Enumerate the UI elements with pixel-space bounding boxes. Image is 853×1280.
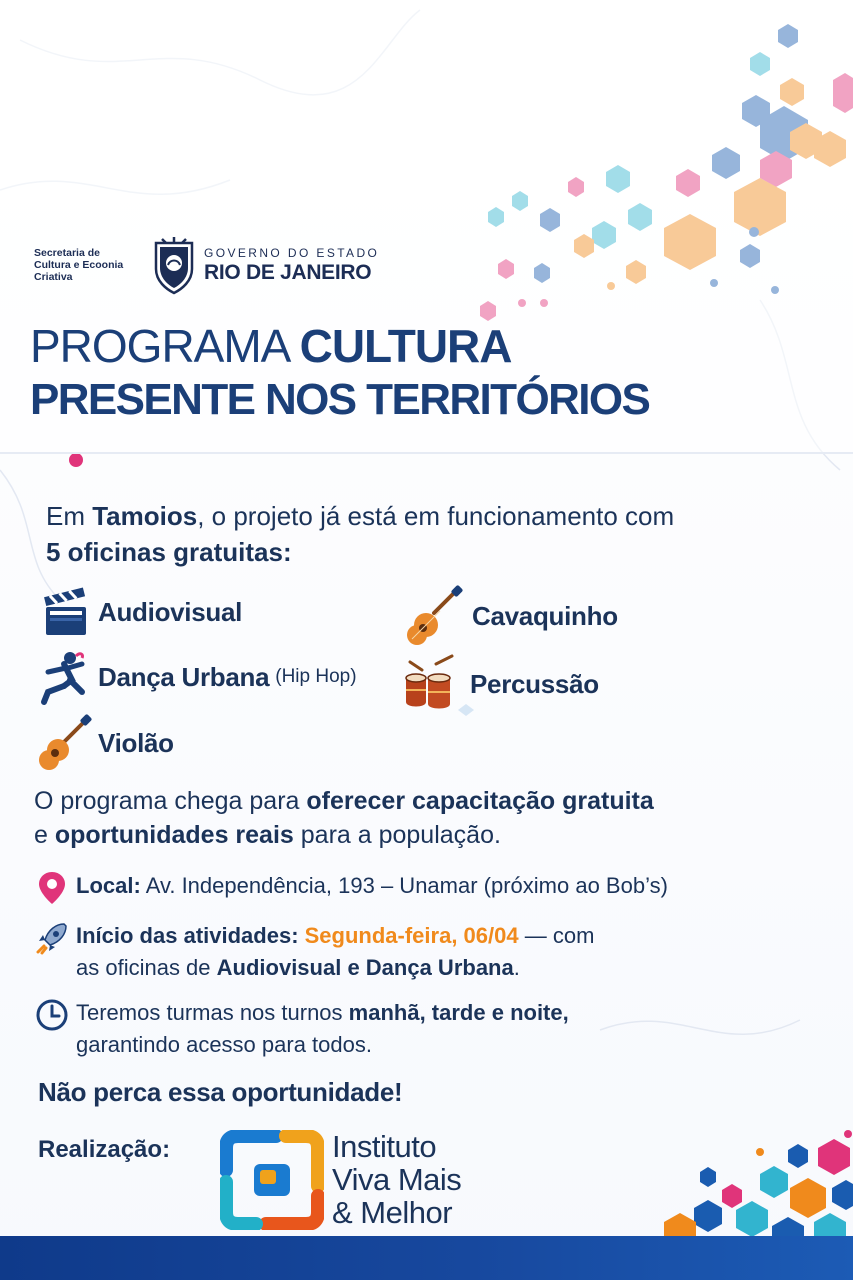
workshop-label: Cavaquinho bbox=[472, 600, 618, 631]
section-divider bbox=[0, 452, 853, 454]
inicio-info: Início das atividades: Segunda-feira, 06/04 — com as oficinas de Audiovisual e Dança Urbana. bbox=[34, 920, 594, 984]
drums-icon bbox=[400, 652, 464, 716]
program-title-line2: PRESENTE NOS TERRITÓRIOS bbox=[30, 375, 650, 424]
rocket-icon bbox=[34, 920, 70, 956]
workshop-extra: (Hip Hop) bbox=[275, 666, 357, 687]
local-info: Local: Av. Independência, 193 – Unamar (próximo ao Bob’s) bbox=[34, 870, 668, 906]
gov-subtitle: GOVERNO DO ESTADO bbox=[204, 245, 380, 260]
footer-band bbox=[0, 1236, 853, 1280]
workshop-label: Dança Urbana bbox=[98, 661, 270, 692]
guitar-icon bbox=[34, 712, 96, 774]
pink-dot bbox=[69, 453, 83, 467]
workshop-violao bbox=[34, 712, 174, 774]
program-title-line1: PROGRAMA CULTURA bbox=[30, 320, 512, 372]
gov-title: RIO DE JANEIRO bbox=[204, 260, 372, 284]
clock-icon bbox=[34, 997, 70, 1033]
call-to-action: Não perca essa oportunidade! bbox=[38, 1077, 403, 1107]
dancer-icon bbox=[34, 646, 96, 708]
realizacao-label: Realização: bbox=[38, 1136, 171, 1163]
location-pin-icon bbox=[34, 870, 70, 906]
workshop-danca-urbana bbox=[34, 646, 357, 708]
state-crest-icon bbox=[150, 235, 198, 295]
instituto-name: Instituto Viva Mais & Melhor bbox=[332, 1129, 462, 1230]
intro-text: Em Tamoios, o projeto já está em funcionamento com 5 oficinas gratuitas: bbox=[46, 501, 675, 567]
cavaquinho-icon bbox=[400, 583, 466, 649]
workshop-label: Audiovisual bbox=[98, 596, 243, 627]
turmas-info: Teremos turmas nos turnos manhã, tarde e noite, garantindo acesso para todos. bbox=[34, 997, 569, 1061]
secretaria-text: Secretaria de Cultura e Ecoonia Criativa bbox=[34, 247, 124, 283]
start-date: Segunda-feira, 06/04 bbox=[298, 923, 519, 948]
hexagon-cluster-bottom bbox=[664, 1130, 853, 1251]
instituto-logo-icon bbox=[220, 1130, 324, 1230]
clapperboard-icon bbox=[38, 583, 96, 641]
workshop-cavaquinho bbox=[400, 583, 618, 649]
government-logo bbox=[34, 234, 379, 296]
workshop-audiovisual bbox=[38, 583, 242, 641]
program-description: O programa chega para oferecer capacitação gratuita e oportunidades reais para a população. bbox=[34, 787, 654, 849]
workshop-percussao bbox=[400, 652, 599, 716]
workshop-label: Violão bbox=[98, 727, 174, 758]
workshop-label: Percussão bbox=[470, 668, 599, 699]
government-wordmark bbox=[204, 246, 379, 285]
